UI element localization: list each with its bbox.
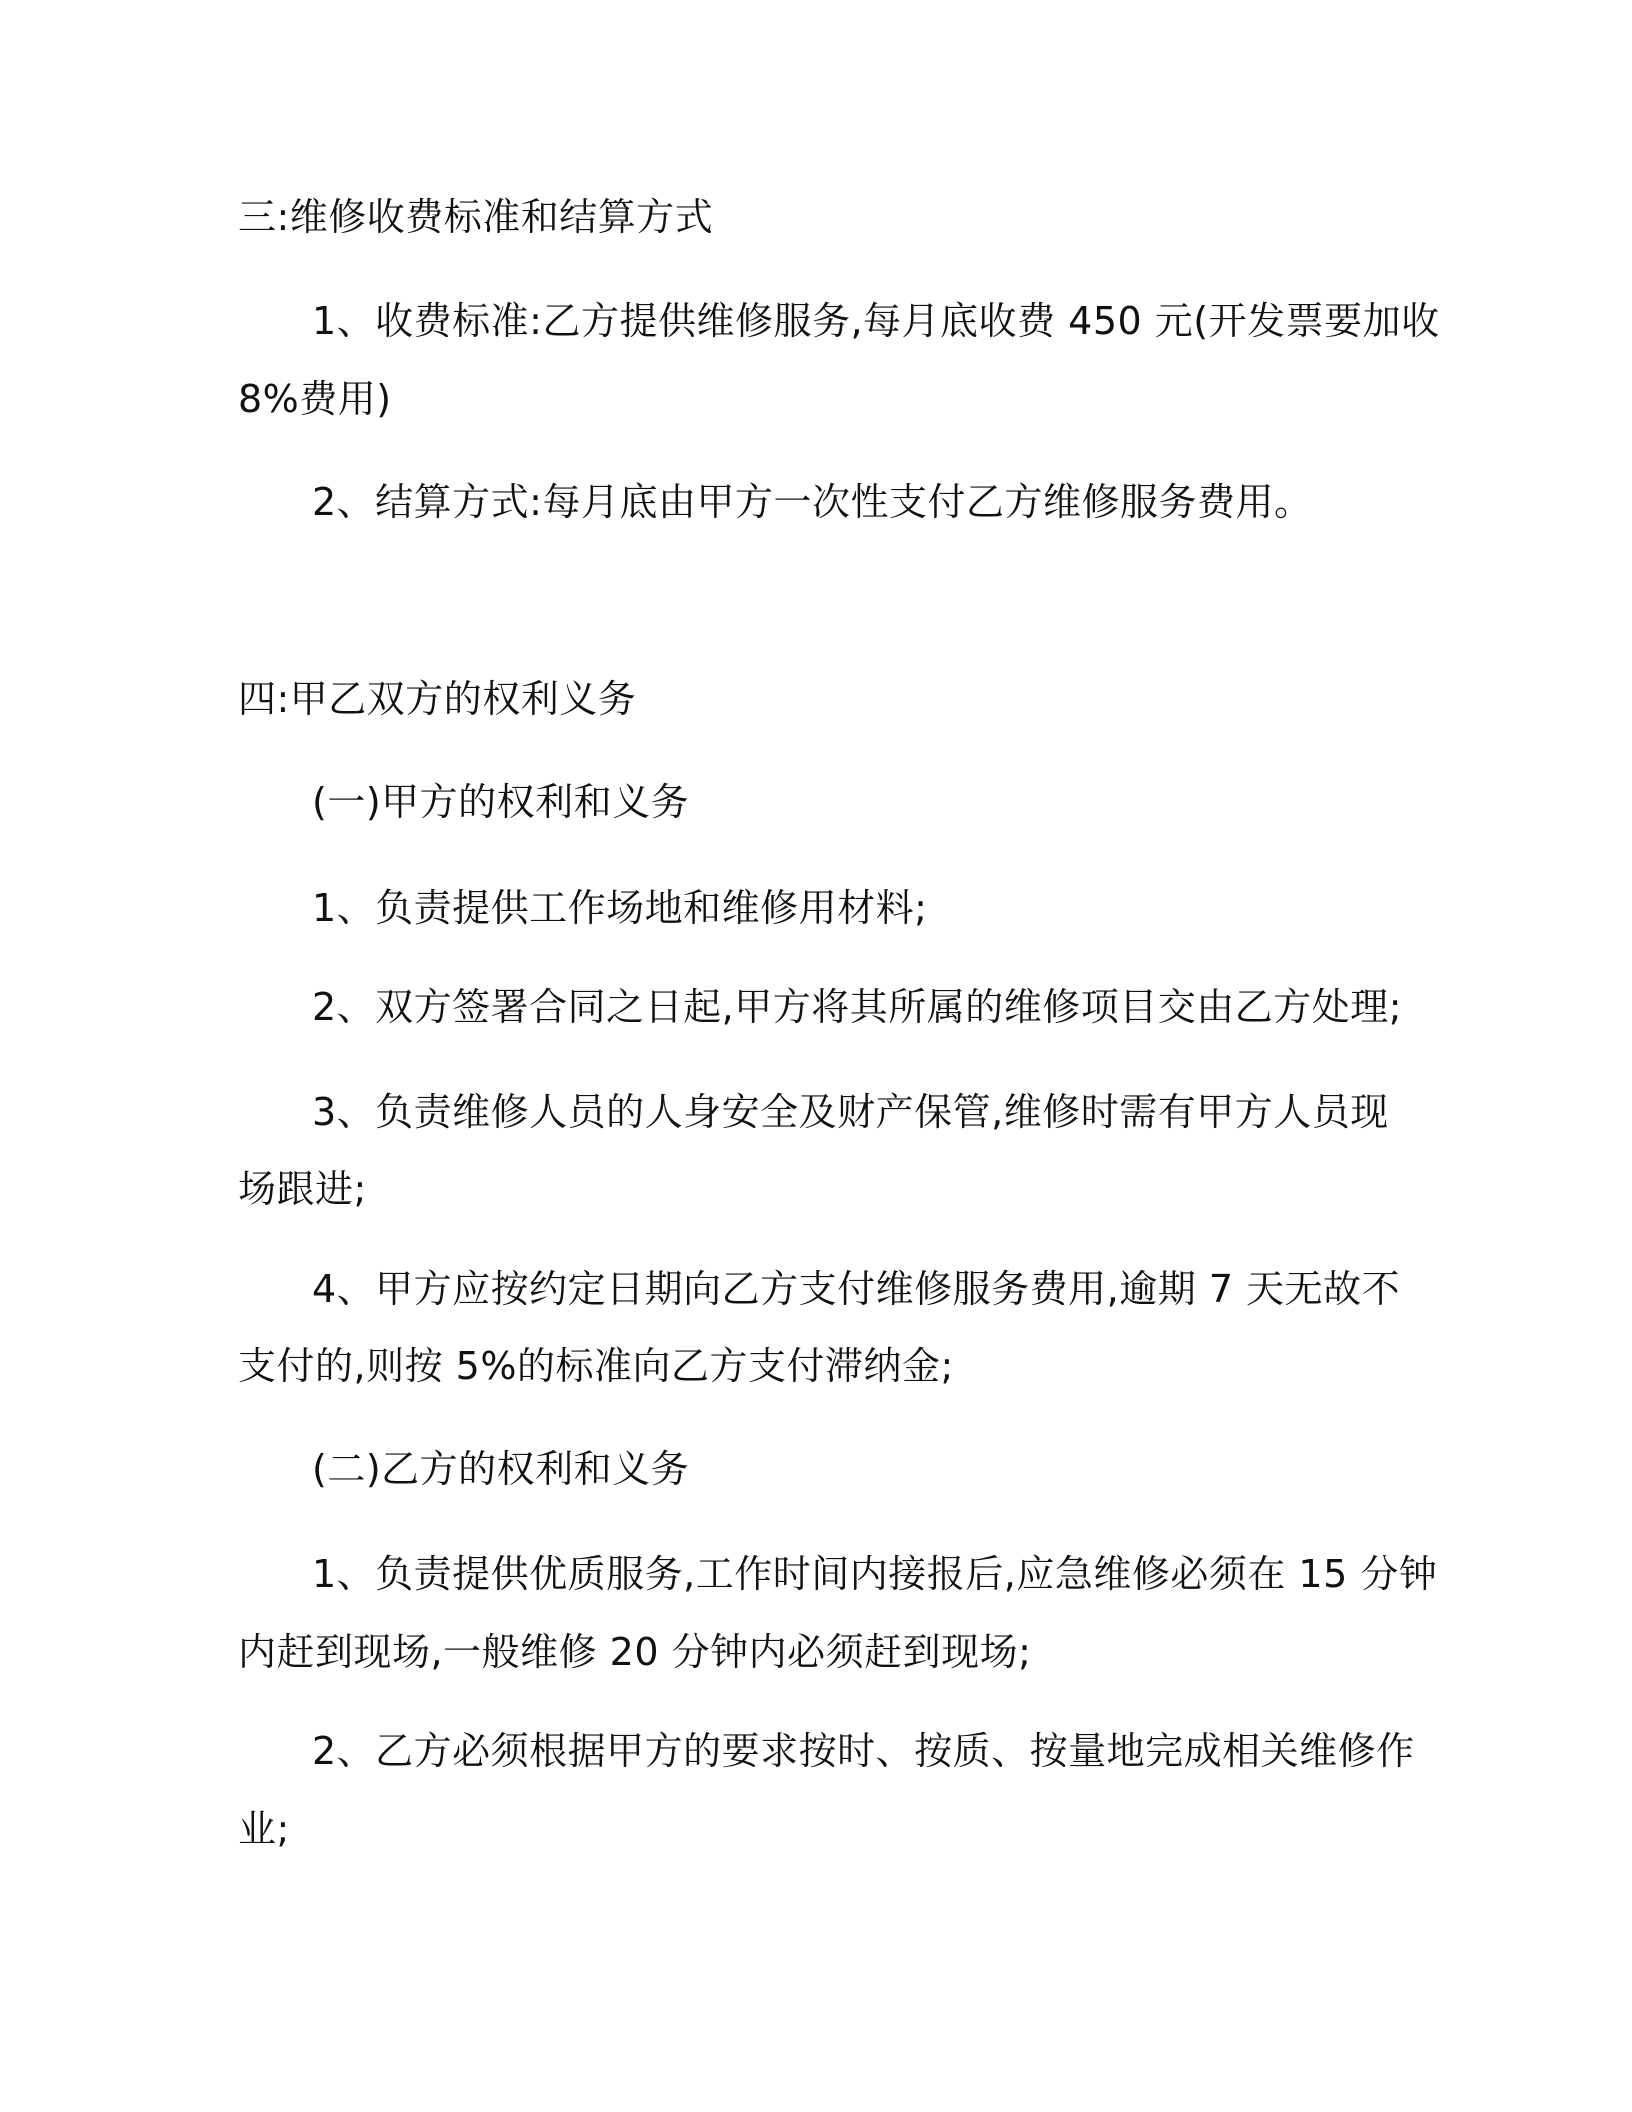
party-a-item-1: 1、负责提供工作场地和维修用材料; <box>312 886 928 930</box>
party-a-item-4-line-2: 支付的,则按 5%的标准向乙方支付滞纳金; <box>238 1344 954 1388</box>
party-a-subheading: (一)甲方的权利和义务 <box>312 780 690 824</box>
party-b-item-2-line-1: 2、乙方必须根据甲方的要求按时、按质、按量地完成相关维修作 <box>312 1729 1415 1773</box>
section-3-item-1-line-2: 8%费用) <box>238 377 392 421</box>
party-b-item-2-line-2: 业; <box>238 1807 290 1851</box>
party-a-item-2: 2、双方签署合同之日起,甲方将其所属的维修项目交由乙方处理; <box>312 985 1403 1029</box>
section-3-item-1-line-1: 1、收费标准:乙方提供维修服务,每月底收费 450 元(开发票要加收 <box>312 299 1440 343</box>
section-3-heading: 三:维修收费标准和结算方式 <box>238 195 714 239</box>
party-b-item-1-line-2: 内赶到现场,一般维修 20 分钟内必须赶到现场; <box>238 1630 1032 1674</box>
party-b-item-1-line-1: 1、负责提供优质服务,工作时间内接报后,应急维修必须在 15 分钟 <box>312 1552 1438 1596</box>
party-a-item-3-line-2: 场跟进; <box>238 1167 367 1211</box>
section-4-heading: 四:甲乙双方的权利义务 <box>238 677 637 721</box>
party-a-item-3-line-1: 3、负责维修人员的人身安全及财产保管,维修时需有甲方人员现 <box>312 1090 1389 1134</box>
party-b-subheading: (二)乙方的权利和义务 <box>312 1447 690 1491</box>
section-3-item-2: 2、结算方式:每月底由甲方一次性支付乙方维修服务费用。 <box>312 480 1313 524</box>
party-a-item-4-line-1: 4、甲方应按约定日期向乙方支付维修服务费用,逾期 7 天无故不 <box>312 1267 1401 1311</box>
